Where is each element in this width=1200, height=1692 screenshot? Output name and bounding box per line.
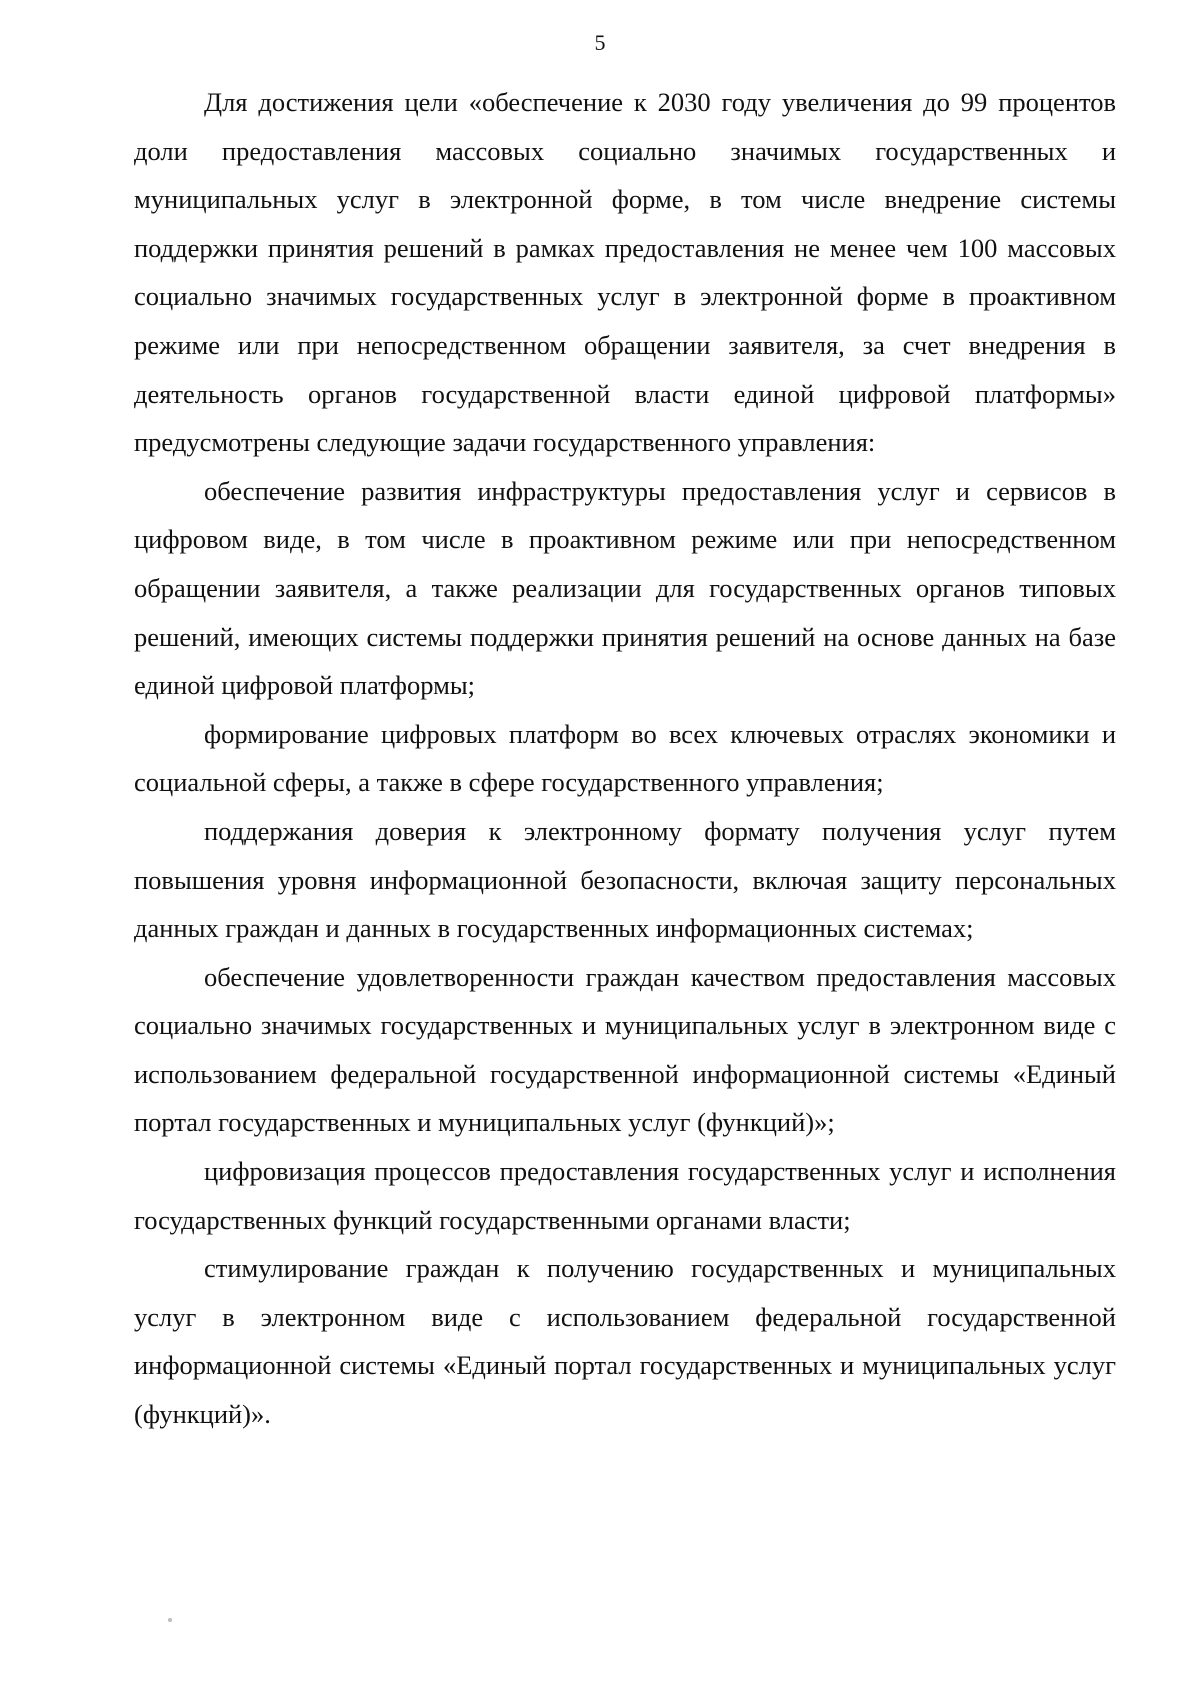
paragraph-task-stimulation: стимулирование граждан к получению государственных и муниципальных услуг в электронном виде с использованием федеральной государственной информационной системы «Единый портал государственных и муниципальных услуг (функций)». (134, 1253, 1116, 1430)
paragraph-task-trust: поддержания доверия к электронному формату получения услуг путем повышения уровня информационной безопасности, включая защиту персональных данных граждан и данных в государственных информационных системах; (134, 815, 1116, 944)
scan-artifact-dot (168, 1618, 172, 1622)
page-number: 5 (594, 30, 606, 55)
paragraph-intro: Для достижения цели «обеспечение к 2030 году увеличения до 99 процентов доли предоставления массовых социально значимых государственных и муниципальных услуг в электронной форме, в том числе внедрение системы поддержки принятия решений в рамках предоставления не менее чем 100 массовых социально значимых государственных услуг в электронной форме в проактивном режиме или при непосредственном обращении заявителя, за счет внедрения в деятельность органов государственной власти единой цифровой платформы» предусмотрены следующие задачи государственного управления: (134, 87, 1116, 458)
paragraph-task-digitalization: цифровизация процессов предоставления государственных услуг и исполнения государственных функций государственными органами власти; (134, 1156, 1116, 1235)
paragraph-task-infrastructure: обеспечение развития инфраструктуры предоставления услуг и сервисов в цифровом виде, в том числе в проактивном режиме или при непосредственном обращении заявителя, а также реализации для государственных органов типовых решений, имеющих системы поддержки принятия решений на основе данных на базе единой цифровой платформы; (134, 475, 1116, 701)
paragraph-task-platforms: формирование цифровых платформ во всех ключевых отраслях экономики и социальной сферы, а также в сфере государственного управления; (134, 718, 1116, 798)
paragraph-task-satisfaction: обеспечение удовлетворенности граждан качеством предоставления массовых социально значимых государственных и муниципальных услуг в электронном виде с использованием федеральной государственной информационной системы «Единый портал государственных и муниципальных услуг (функций)»; (134, 961, 1116, 1138)
document-body (134, 78, 1116, 1439)
